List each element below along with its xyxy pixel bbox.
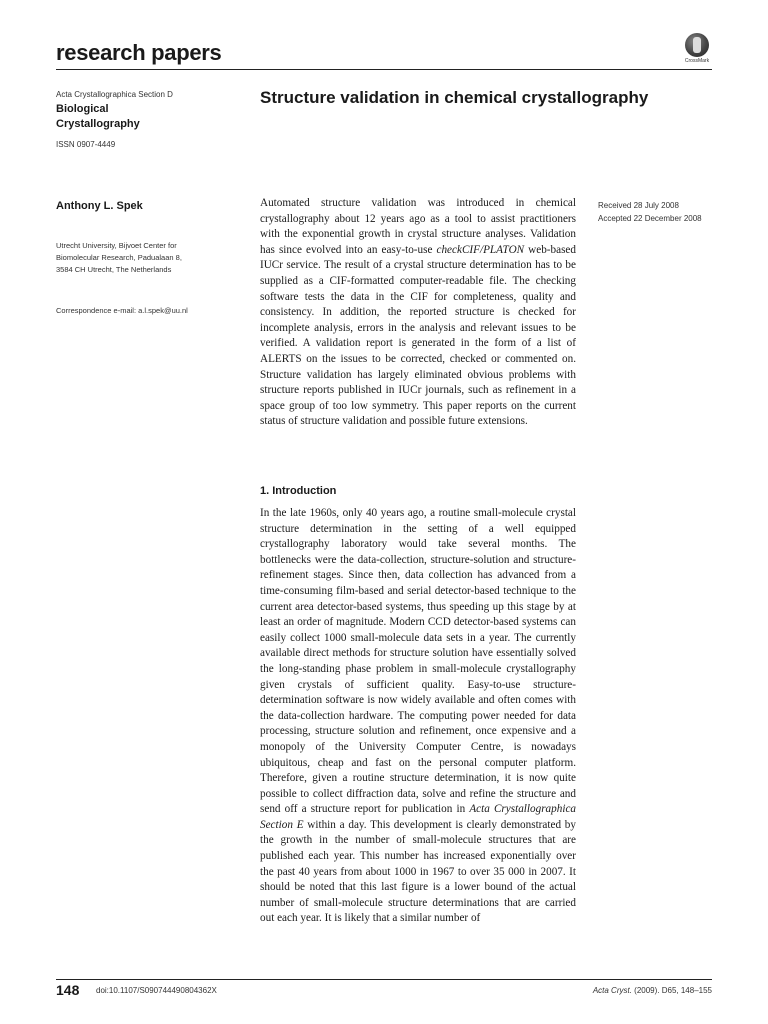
affiliation-line1: Utrecht University, Bijvoet Center for — [56, 241, 177, 250]
article-title: Structure validation in chemical crystallography — [260, 88, 649, 107]
journal-name — [56, 102, 246, 132]
journal-name-line2: Crystallography — [56, 118, 140, 130]
abstract-text-2: web-based IUCr service. The result of a crystal structure determination has to be supplied as a CIF-formatted computer-readable file. The checking software tests the data in the CIF for completeness, quality and consistency. In addition, the reported structure is checked for incomplete analysis, errors in the analysis and relevant issues to be verified. A validation report is generated in the form of a list of ALERTS on the issues to be corrected, checked or commented on. Structure validation has largely eliminated obvious problems with structure reports published in IUCr journals, such as refinement in a space group of too low symmetry. This paper reports on the current status of structure validation and possible future extensions. — [260, 243, 576, 428]
article-dates — [598, 199, 728, 225]
crossmark-badge[interactable] — [684, 33, 710, 64]
intro-text-2: within a day. This development is clearly demonstrated by the growth in the number of small-molecule structures that are published each year. This number has increased exponentially over the past 40 years from about 1000 in 1967 to over 35 000 in 2007. It should be noted that this last figure is a lower bound of the actual number of small-molecule structure determinations that are carried out each year. It is likely that a similar number of — [260, 818, 576, 925]
crossmark-icon — [685, 33, 709, 57]
section-heading-introduction: 1. Introduction — [260, 485, 337, 497]
intro-text-1: In the late 1960s, only 40 years ago, a routine small-molecule crystal structure determination in the setting of a well equipped crystallography laboratory would take several months. The bottlenecks were the data-collection, structure-solution and structure-refinement stages. Since then, data collection has advanced from a time-consuming film-based and serial detector-based technique to the current area detector-based systems, thus speeding up this stage by at least an order of magnitude. Modern CCD detector-based systems can easily collect 1000 small-molecule data sets in a year. The currently available direct methods for structure solution have essentially solved the long-standing phase problem in small-molecule crystallography given crystals of sufficient quality. Easy-to-use structure-determination software is now widely available and often comes with the data-collection hardware. The computing power needed for data processing, structure solution and refinement, once expensive and a monopoly of the University Computer Centre, is nowadays ubiquitous, cheap and fast on the personal computer platform. Therefore, given a routine structure determination, it is now quite possible to collect diffraction data, solve and refine the structure and send off a structure report for publication in — [260, 507, 576, 816]
affiliation-line3: 3584 CH Utrecht, The Netherlands — [56, 265, 172, 274]
citation-details: (2009). D65, 148–155 — [631, 986, 712, 995]
author-name: Anthony L. Spek — [56, 200, 143, 212]
running-title: research papers — [56, 40, 222, 65]
header-rule — [56, 69, 712, 70]
citation-journal: Acta Cryst. — [592, 986, 632, 995]
journal-name-line1: Biological — [56, 103, 109, 115]
journal-citation — [593, 986, 712, 995]
doi-link[interactable]: doi:10.1107/S090744490804362X — [96, 986, 217, 995]
introduction-body — [260, 506, 576, 927]
page-number: 148 — [56, 982, 80, 998]
crossmark-label: CrossMark — [684, 58, 710, 64]
author-affiliation — [56, 240, 236, 276]
received-date: Received 28 July 2008 — [598, 201, 679, 210]
journal-info — [56, 90, 246, 149]
abstract-italic: checkCIF/PLATON — [436, 243, 525, 256]
abstract-text-1: Automated structure validation was introduced in chemical crystallography about 12 years ago as a tool to assist practitioners with the exponential growth in crystal structure analyses. Validation has since evolved into an easy-to-use — [260, 197, 576, 256]
abstract — [260, 196, 576, 430]
journal-section: Acta Crystallographica Section D — [56, 90, 173, 99]
correspondence-email[interactable]: Correspondence e-mail: a.l.spek@uu.nl — [56, 306, 188, 315]
affiliation-line2: Biomolecular Research, Padualaan 8, — [56, 253, 182, 262]
intro-italic: Acta Crystallographica Section E — [260, 803, 577, 831]
footer-rule — [56, 979, 712, 980]
accepted-date: Accepted 22 December 2008 — [598, 214, 702, 223]
journal-issn: ISSN 0907-4449 — [56, 140, 116, 149]
